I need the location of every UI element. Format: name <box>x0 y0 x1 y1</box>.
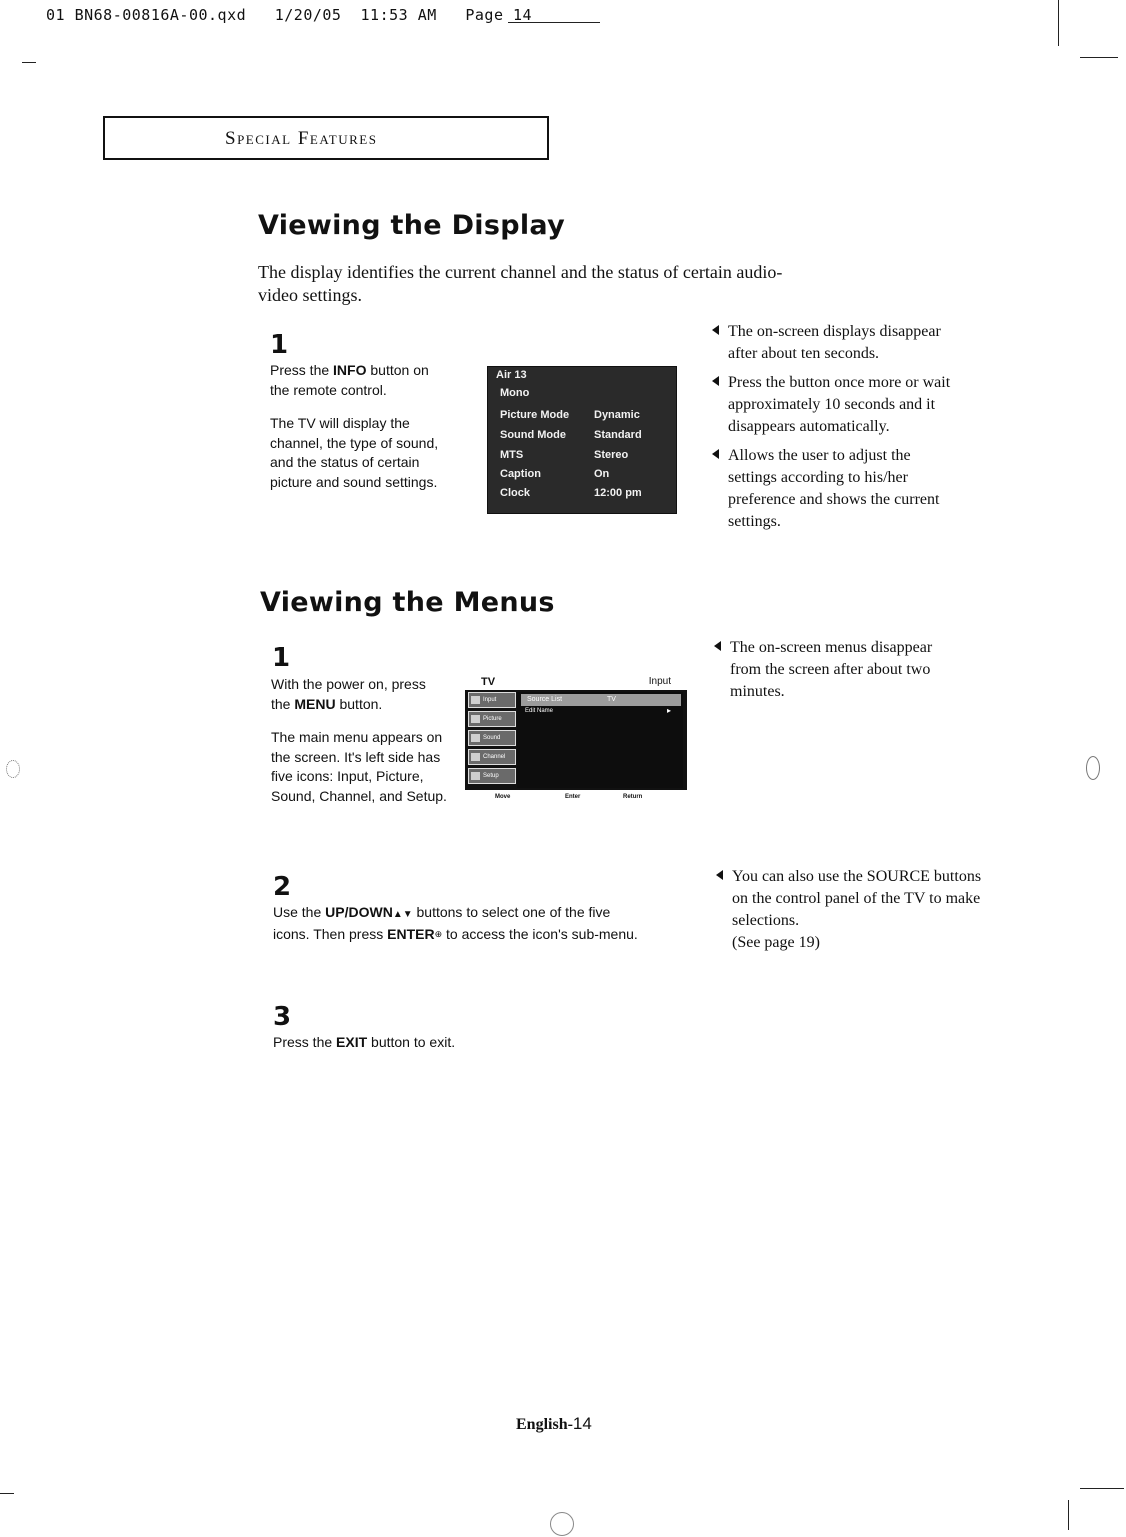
slug-time: 11:53 AM <box>360 6 437 24</box>
osd-row: Sound Mode Standard <box>500 429 642 441</box>
crop-mark-left-upper <box>22 62 36 63</box>
exit-button-label: EXIT <box>336 1034 368 1050</box>
setup-icon: Setup <box>468 768 516 784</box>
display-note-1: The on-screen displays disappear after about ten seconds. <box>712 321 962 365</box>
menus-step1-para1: With the power on, press the MENU button. <box>271 676 426 712</box>
info-button-label: INFO <box>333 362 367 378</box>
menus-note-1: The on-screen menus disappear from the screen after about two minutes. <box>714 637 964 703</box>
menu-item-edit-name: Edit Name <box>525 708 554 714</box>
display-step-para1: Press the INFO button on the remote control. <box>270 362 429 398</box>
note-arrow-icon <box>716 870 723 880</box>
display-section-title: Viewing the Display <box>258 210 565 241</box>
section-header-text: Special Features <box>225 128 378 149</box>
menu-footer-enter: Enter <box>565 794 581 800</box>
print-slug <box>46 6 532 24</box>
menus-step3-number: 3 <box>273 1002 292 1032</box>
note-arrow-icon <box>712 376 719 386</box>
osd-sound-type: Mono <box>500 387 530 399</box>
note-arrow-icon <box>712 449 719 459</box>
slug-rule <box>508 22 600 23</box>
display-step-text <box>270 361 450 506</box>
updown-arrows-icon: ▲▼ <box>392 909 413 920</box>
menus-step3-text: Press the EXIT button to exit. <box>273 1034 456 1050</box>
tv-menu-screenshot <box>465 676 687 806</box>
input-icon: Input <box>468 692 516 708</box>
osd-channel: Air 13 <box>496 369 527 381</box>
menu-top-left: TV <box>481 676 496 688</box>
crop-mark-left-lower <box>0 1493 14 1494</box>
enter-button-label: ENTER <box>387 925 435 942</box>
updown-button-label: UP/DOWN <box>325 904 393 920</box>
chevron-right-icon: ▸ <box>667 706 672 715</box>
crop-mark-right-lower <box>1080 1488 1124 1489</box>
slug-file: 01 BN68-00816A-00.qxd <box>46 6 247 24</box>
menu-panel <box>517 692 683 788</box>
registration-mark-right <box>1086 756 1100 780</box>
crop-mark-top-right <box>1058 0 1059 46</box>
display-step-number: 1 <box>270 330 289 360</box>
registration-mark-bottom <box>550 1512 574 1536</box>
display-intro: The display identifies the current channel and the status of certain audio-video settings. <box>258 262 783 305</box>
sound-icon: Sound <box>468 730 516 746</box>
enter-icon: ⊕ <box>434 928 443 939</box>
menu-footer-move: Move <box>495 794 511 800</box>
page-footer <box>516 1414 592 1434</box>
display-note-3: Allows the user to adjust the settings according to his/her preference and shows the current settings. <box>712 445 947 533</box>
crop-mark-right-upper <box>1080 57 1118 58</box>
menus-step1-number: 1 <box>272 643 291 673</box>
slug-page-label: Page <box>465 6 504 24</box>
menus-step2-text: Use the UP/DOWN▲▼ buttons to select one of the five icons. Then press ENTER⊕ to access the icon's sub-menu. <box>273 904 638 942</box>
see-page-ref: (See page 19) <box>732 934 820 951</box>
osd-row: Caption On <box>500 468 610 480</box>
display-note-2: Press the button once more or wait approximately 10 seconds and it disappears automatically. <box>712 372 962 438</box>
footer-page-number: 14 <box>572 1414 592 1433</box>
menus-note-2: You can also use the SOURCE buttons on the control panel of the TV to make selections. (See page 19) <box>716 866 984 954</box>
slug-page-number: 14 <box>513 6 533 24</box>
menu-top-right: Input <box>648 676 671 687</box>
menus-step1-text <box>271 675 449 820</box>
footer-label: English- <box>516 1416 573 1433</box>
slug-date: 1/20/05 <box>274 6 342 24</box>
osd-row: Picture Mode Dynamic <box>500 409 640 421</box>
menu-body <box>465 690 687 790</box>
info-display-screenshot <box>487 366 677 514</box>
note-arrow-icon <box>712 325 719 335</box>
osd-row: Clock 12:00 pm <box>500 487 642 499</box>
menus-step1-para2: The main menu appears on the screen. It's left side has five icons: Input, Picture, Sound, Channel, and Setup. <box>271 729 447 804</box>
crop-mark-bottom-right <box>1068 1500 1069 1530</box>
menus-section-title: Viewing the Menus <box>260 587 555 618</box>
display-step-para2: The TV will display the channel, the type of sound, and the status of certain picture and sound settings. <box>270 415 439 490</box>
section-header-box <box>103 116 549 160</box>
menu-selected-item: Source List TV <box>521 694 681 706</box>
channel-icon: Channel <box>468 749 516 765</box>
osd-row: MTS Stereo <box>500 449 629 461</box>
menu-button-label: MENU <box>294 695 336 712</box>
registration-mark-left <box>6 760 20 778</box>
note-arrow-icon <box>714 641 721 651</box>
menus-step2-number: 2 <box>273 872 292 902</box>
picture-icon: Picture <box>468 711 516 727</box>
menu-footer-return: Return <box>623 794 643 800</box>
